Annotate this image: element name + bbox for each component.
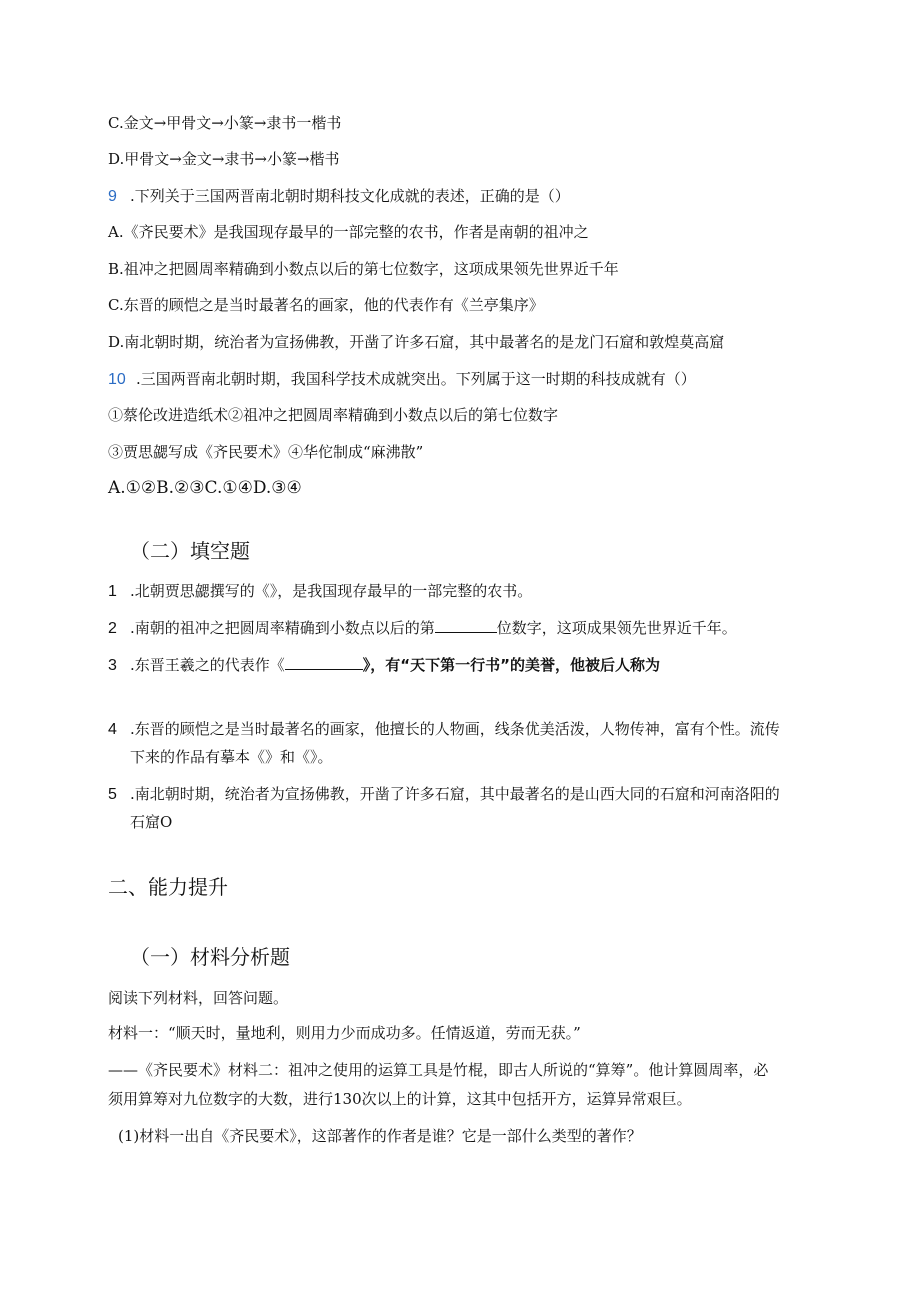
question-10 [108, 369, 696, 390]
reading-intro: 阅读下列材料，回答问题。 [108, 989, 289, 1007]
material-2-line-2: 须用算筹对九位数字的大数，进行130次以上的计算，这其中包括开方，运算异常艰巨。 [108, 1090, 692, 1108]
question-10-items-1-2: ①蔡伦改进造纸术②祖冲之把圆周率精确到小数点以后的第七位数字 [108, 406, 559, 424]
fill-question-1-number: 1 [108, 583, 117, 600]
fill-question-1-text: .北朝贾思勰撰写的《》，是我国现存最早的一部完整的农书。 [130, 582, 533, 600]
material-2-line-1: ——《齐民要术》材料二：祖冲之使用的运算工具是竹棍，即古人所说的“算筹”。他计算圆周率，必 [108, 1061, 769, 1079]
question-10-stem: .三国两晋南北朝时期，我国科学技术成就突出。下列属于这一时期的科技成就有（） [136, 370, 696, 388]
fill-question-3 [108, 655, 660, 676]
fill-question-1 [108, 581, 532, 602]
fill-question-5-line2: 石窟O [130, 813, 173, 831]
option-9b: B.祖冲之把圆周率精确到小数点以后的第七位数字，这项成果领先世界近千年 [108, 260, 619, 278]
fill-question-4-line2: 下来的作品有摹本《》和《》。 [130, 748, 333, 766]
question-9-number: 9 [108, 188, 117, 205]
option-8d: D.甲骨文→金文→隶书→小篆→楷书 [108, 150, 340, 168]
material-1: 材料一：“顺天时，量地利，则用力少而成功多。任情返道，劳而无获。” [108, 1024, 581, 1042]
fill-in-heading: （二）填空题 [130, 539, 250, 563]
fill-question-5-line1: .南北朝时期，统治者为宣扬佛教，开凿了许多石窟，其中最著名的是山西大同的石窟和河南洛阳的 [130, 785, 780, 803]
fill-question-3-blank[interactable] [285, 655, 363, 670]
fill-question-5-number: 5 [108, 786, 117, 803]
question-9-stem: .下列关于三国两晋南北朝时期科技文化成就的表述，正确的是（） [130, 187, 570, 205]
fill-question-2-after: 位数字，这项成果领先世界近千年。 [496, 619, 737, 637]
fill-question-2-number: 2 [108, 620, 117, 637]
fill-question-4-line1: .东晋的顾恺之是当时最著名的画家，他擅长的人物画，线条优美活泼，人物传神，富有个性。流传 [130, 720, 780, 738]
fill-question-2-blank[interactable] [435, 618, 497, 633]
question-10-number: 10 [108, 371, 126, 388]
fill-question-3-before: .东晋王羲之的代表作《 [130, 656, 285, 674]
option-9c: C.东晋的顾恺之是当时最著名的画家，他的代表作有《兰亭集序》 [108, 296, 544, 314]
material-analysis-heading: （一）材料分析题 [130, 945, 290, 969]
option-9d: D.南北朝时期，统治者为宣扬佛教，开凿了许多石窟，其中最著名的是龙门石窟和敦煌莫高窟 [108, 333, 725, 351]
option-8c: C.金文→甲骨文→小篆→隶书一楷书 [108, 114, 342, 132]
fill-question-3-after: 》，有“天下第一行书”的美誉，他被后人称为 [362, 656, 661, 674]
analysis-question-1: (1)材料一出自《齐民要术》，这部著作的作者是谁？它是一部什么类型的著作？ [118, 1127, 642, 1145]
question-10-options: A.①②B.②③C.①④D.③④ [108, 478, 302, 498]
fill-question-2 [108, 618, 737, 639]
question-9 [108, 186, 570, 207]
fill-question-3-number: 3 [108, 657, 117, 674]
fill-question-5 [108, 784, 780, 805]
section-2-heading: 二、能力提升 [108, 875, 228, 899]
option-9a: A.《齐民要术》是我国现存最早的一部完整的农书，作者是南朝的祖冲之 [108, 223, 589, 241]
fill-question-2-before: .南朝的祖冲之把圆周率精确到小数点以后的第 [130, 619, 435, 637]
fill-question-4 [108, 719, 780, 740]
fill-question-4-number: 4 [108, 721, 117, 738]
question-10-items-3-4: ③贾思勰写成《齐民要术》④华佗制成“麻沸散” [108, 443, 424, 461]
